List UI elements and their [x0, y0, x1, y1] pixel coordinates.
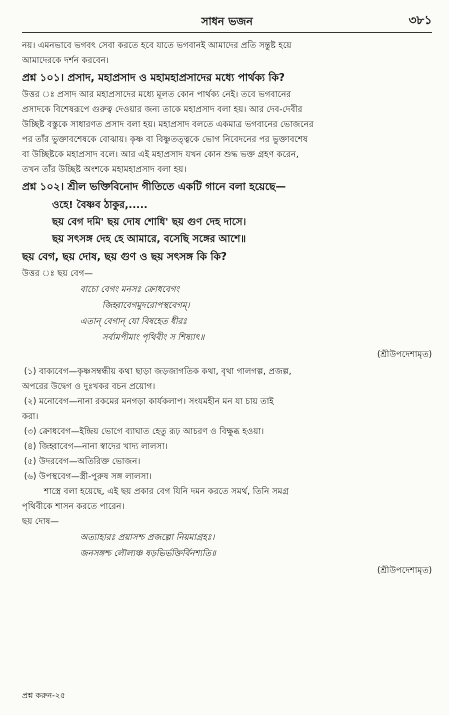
song-line: ওহে! বৈষ্ণব ঠাকুর,..... — [52, 200, 148, 211]
source-citation: (শ্রীউপদেশামৃত) — [377, 566, 432, 576]
text-line: নয়। এমনভাবে ভগবৎ সেবা করতে হবে যাতে ভগবানই আমাদের প্রতি সন্তুষ্ট হয়ে — [22, 41, 292, 51]
source-citation: (শ্রীউপদেশামৃত) — [377, 350, 432, 360]
sanskrit-verse: বাচো বেগং মনসঃ ক্রোধবেগং — [80, 285, 180, 295]
list-item: (২) মনোবেগ—নানা রকমের মনগড়া কার্যকলাপ। সংযমহীন মন যা চায় তাই — [24, 397, 274, 407]
answer-line: তখন তাঁর উচ্ছিষ্ট অংশকে মহামহাপ্রসাদ বলা হয়। — [22, 165, 187, 175]
list-item: (৪) জিহ্বাবেগ—নানা স্বাদের খাদ্য লালসা। — [24, 442, 168, 452]
page-body — [22, 39, 432, 579]
page — [22, 10, 432, 581]
list-item: (৫) উদরবেগ—অতিরিক্ত ভোজন। — [24, 457, 141, 467]
page-number: ৩৮১ — [408, 13, 432, 27]
text-line: শাস্ত্রে বলা হয়েছে, এই ছয় প্রকার বেগ যিনি দমন করতে সমর্থ, তিনি সমগ্র — [44, 487, 289, 497]
sanskrit-verse: এতান্ বেগান্ যো বিষহেত ধীরঃ — [80, 317, 187, 327]
page-header — [22, 10, 432, 33]
text-line: আমাদেরকে দর্শন করবেন। — [22, 56, 109, 66]
sanskrit-verse: জিহ্বাবেগমুদরোপস্থবেগম্। — [102, 301, 190, 311]
sanskrit-verse: জনসঙ্গশ্চ লৌল্যঞ্চ ষড়ভির্ভক্তির্বিনশ্যতি॥ — [80, 549, 216, 559]
song-line: ছয় সৎসঙ্গ দেহ হে আমারে, বসেছি সঙ্গের আশে॥ — [52, 234, 246, 245]
answer-line: উচ্ছিষ্ট বস্তুকে সাধারণত প্রসাদ বলা হয়। মহাপ্রসাদ বলতে একমাত্র ভগবানের ভোজনের — [22, 120, 314, 130]
list-item: (৩) ক্রোধবেগ—ইন্দ্রিয় ভোগে ব্যাঘাত হেতু রূঢ় আচরণ ও বিক্ষুব্ধ হওয়া। — [24, 427, 264, 437]
section-label: ছয় দোষ— — [22, 517, 59, 527]
song-line: ছয় বেগ দমি' ছয় দোষ শোধি' ছয় গুণ দেহ দাসে। — [52, 217, 247, 228]
list-item-cont: করা। — [22, 412, 39, 422]
page-title: সাধন ভজন — [201, 15, 253, 28]
page-footer: প্রশ্ন করুন-২৫ — [22, 691, 66, 700]
list-item: (১) বাক্যবেগ—কৃষ্ণসম্বন্ধীয় কথা ছাড়া জড়জাগতিক কথা, বৃথা গালগল্প, প্রজল্প, — [24, 367, 292, 377]
question-102-sub: ছয় বেগ, ছয় দোষ, ছয় গুণ ও ছয় সৎসঙ্গ কি কি? — [22, 251, 227, 263]
question-101: প্রশ্ন ১০১। প্রসাদ, মহাপ্রসাদ ও মহামহাপ্রসাদের মধ্যে পার্থক্য কি? — [22, 72, 285, 84]
answer-label: উত্তর ঃ ছয় বেগ— — [22, 269, 93, 279]
list-item-cont: অপরের উদ্বেগ ও দুঃখকর বচন প্রয়োগ। — [22, 382, 156, 392]
answer-line: উত্তর ঃ প্রসাদ আর মহাপ্রসাদের মধ্যে মূলত কোন পার্থক্য নেই। তবে ভগবানের — [22, 90, 291, 100]
answer-line: পর তাঁর ভুক্তাবশেষকে বোঝায়। কৃষ্ণ বা বিষ্ণুতত্ত্বকে ভোগ নিবেদনের পর ভুক্তাবশেষ — [22, 135, 308, 145]
answer-line: বা উচ্ছিষ্টকে মহাপ্রসাদ বলে। আর এই মহাপ্রসাদ যখন কোন শুদ্ধ ভক্ত গ্রহণ করেন, — [22, 150, 299, 160]
text-line: পৃথিবীকে শাসন করতে পারেন। — [22, 502, 125, 512]
list-item: (৬) উপস্থবেগ—স্ত্রী-পুরুষ সঙ্গ লালসা। — [24, 472, 152, 482]
sanskrit-verse: অত্যাহারঃ প্রয়াসশ্চ প্রজল্পো নিয়মাগ্রহঃ। — [80, 533, 215, 543]
sanskrit-verse: সর্বামপীমাং পৃথিবীং স শিষ্যাৎ॥ — [102, 333, 205, 343]
question-102: প্রশ্ন ১০২। শ্রীল ভক্তিবিনোদ গীতিতে একটি গানে বলা হয়েছে— — [22, 181, 286, 193]
answer-line: প্রসাদকে বিশেষরূপে গুরুত্ব দেওয়ার জন্য তাকে মহাপ্রসাদ বলা হয়। আর দেব-দেবীর — [22, 105, 303, 115]
